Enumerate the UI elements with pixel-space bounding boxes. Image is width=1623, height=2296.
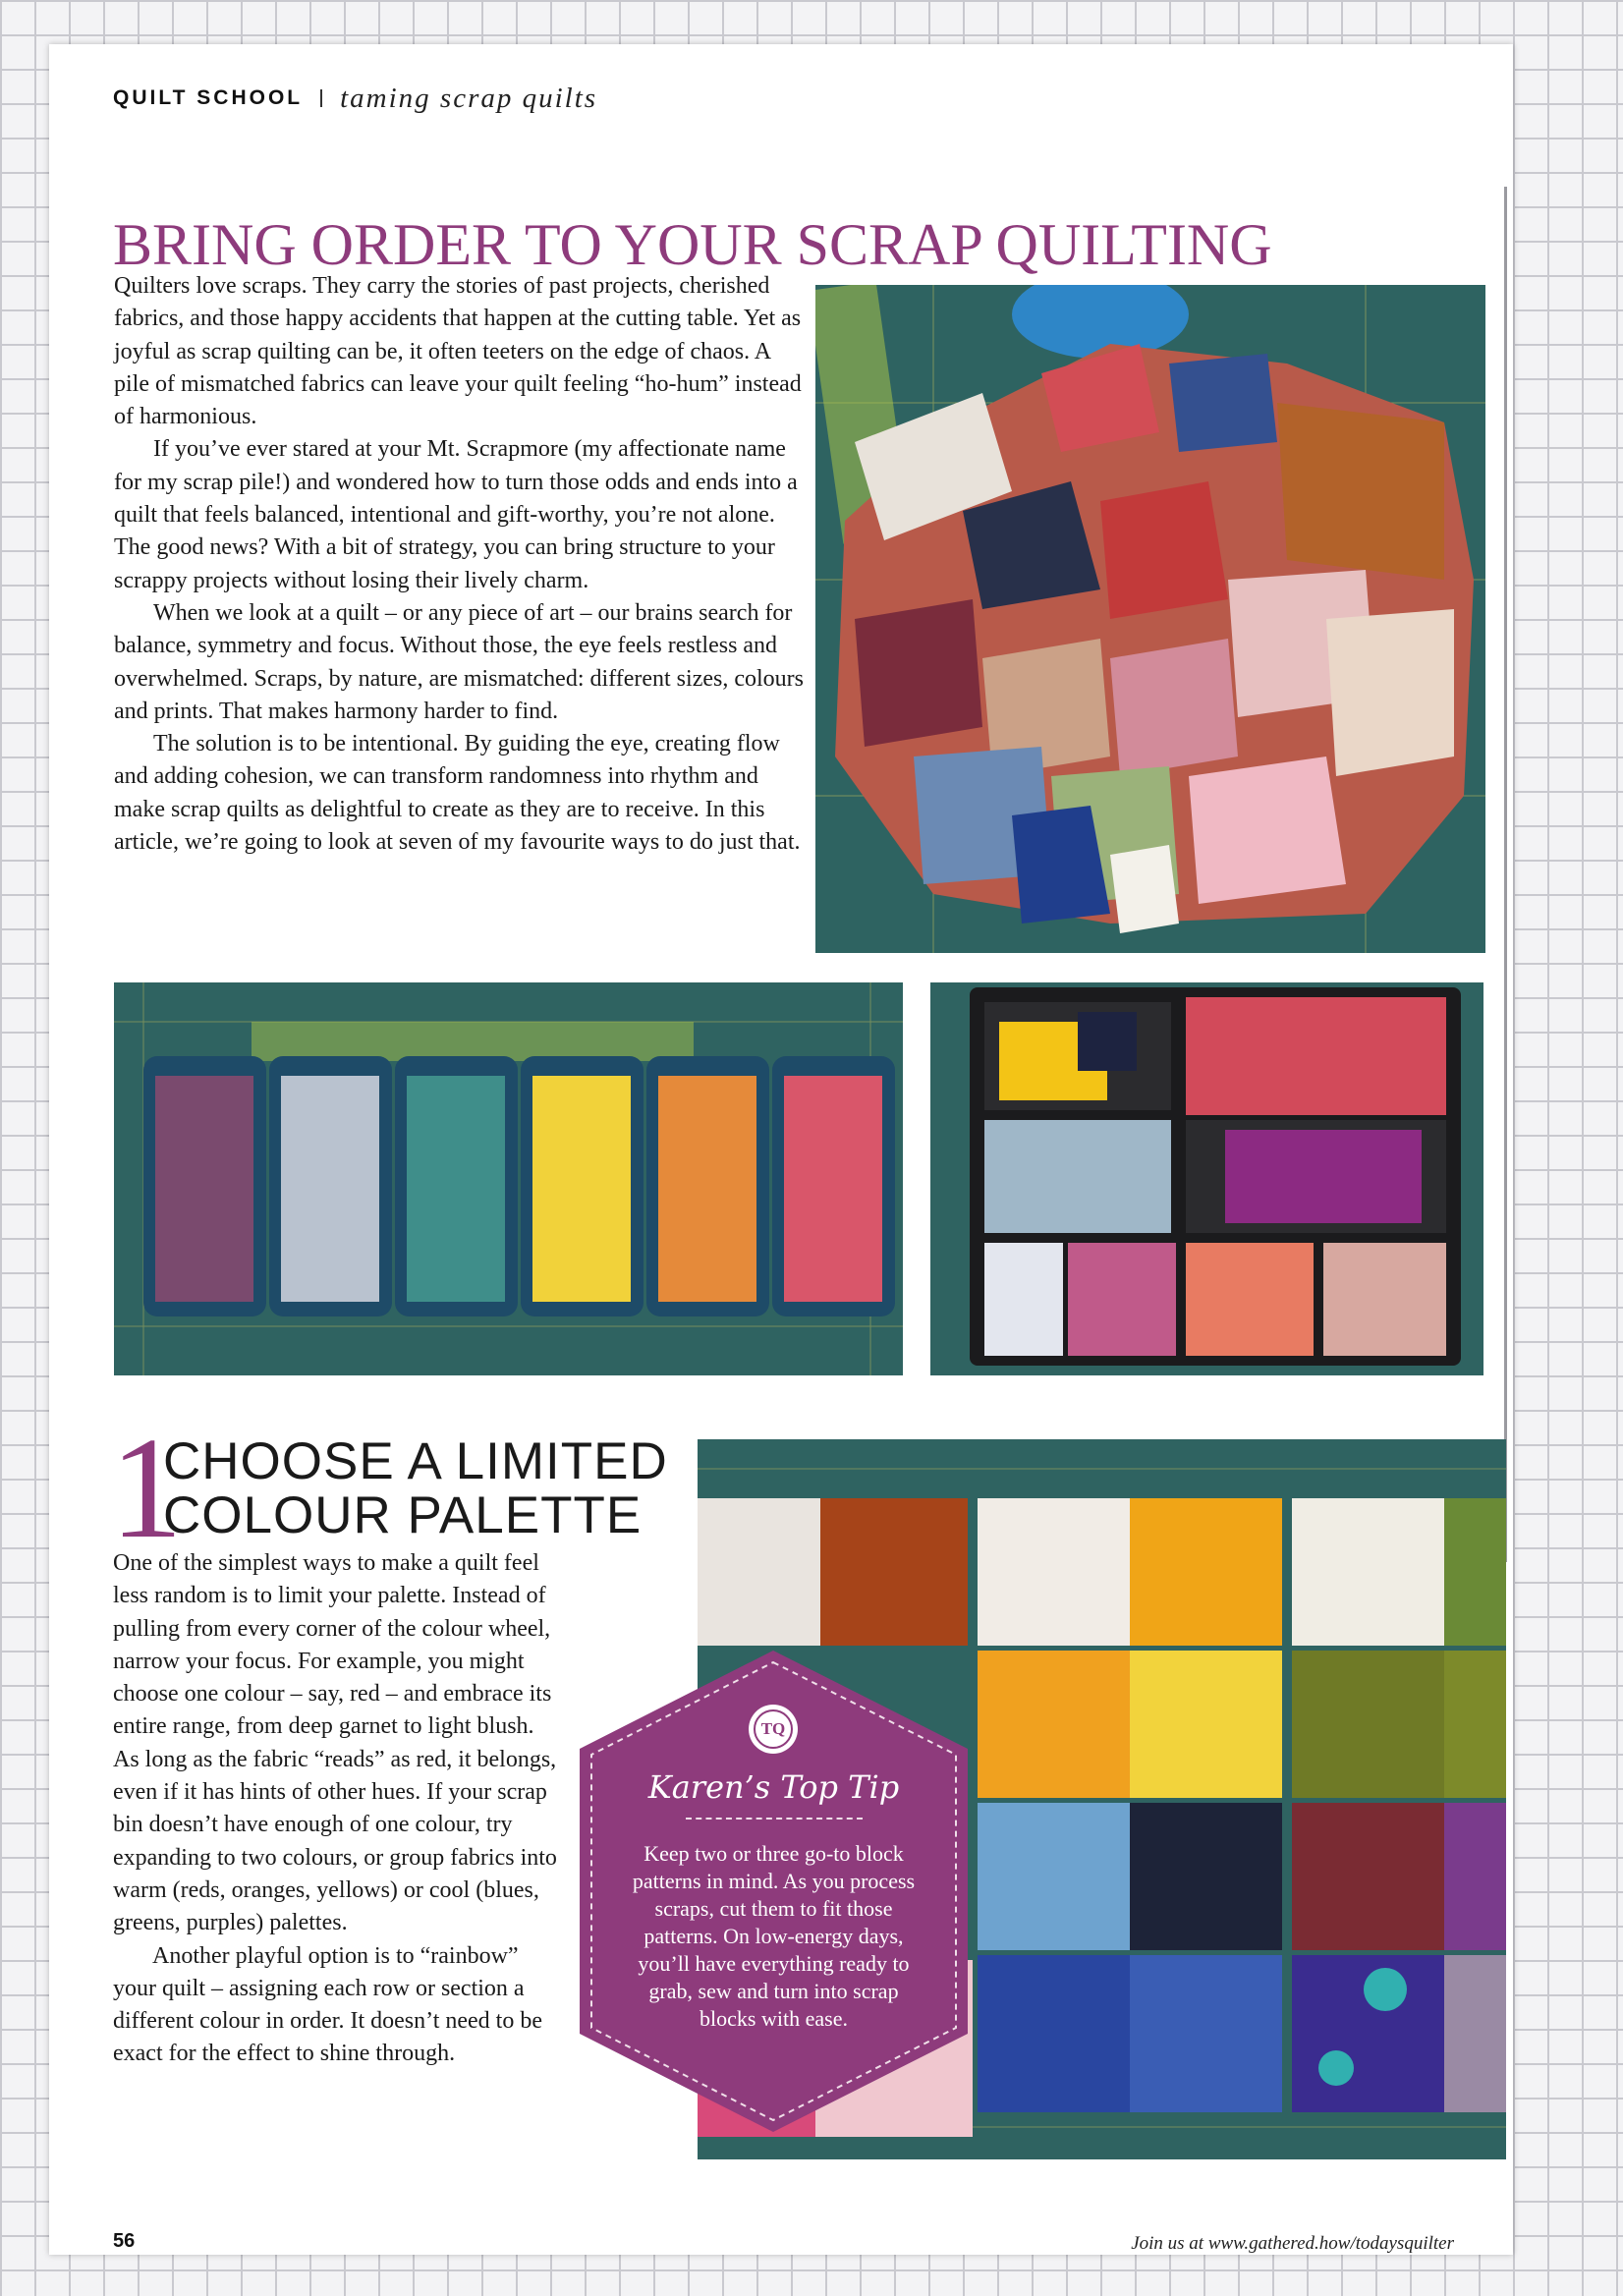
tq-logo-text: TQ [754,1709,793,1749]
section-title-line: CHOOSE A LIMITED [163,1432,668,1490]
header-separator [320,89,322,107]
column-rule [1504,187,1507,1562]
intro-paragraph: Quilters love scraps. They carry the stories of past projects, cherished fabrics, and those happy accidents that happen at the cutting table. Yet as joyful as scrap quilting can be, it often teeters on the edge of chaos. A pile of mismatched fabrics can leave your quilt feeling “ho-hum” instead of harmonious. [114,273,802,430]
tip-body: Keep two or three go-to block patterns in mind. As you process scraps, cut them to fit those patterns. On low-energy days, you’ll have everything ready to grab, sew and turn into scrap blocks with ease. [632,1841,916,2031]
intro-paragraph: When we look at a quilt – or any piece of art – our brains search for balance, symmetry and focus. Without those, the eye feels restless and overwhelmed. Scraps, by nature, are mismatched: different sizes, colours and prints. That makes harmony harder to find. [114,599,804,724]
scrap-pile-photo [815,285,1485,953]
section-title-line: COLOUR PALETTE [163,1486,643,1544]
section-subtitle: taming scrap quilts [340,82,598,114]
running-header [113,79,597,118]
intro-paragraph: The solution is to be intentional. By guiding the eye, creating flow and adding cohesion, we can transform randomness into rhythm and make scrap quilts as delightful to create as they are to receive. In this article, we’re going to look at seven of my favourite ways to do just that. [114,731,801,856]
intro-text [114,270,807,859]
section-paragraph: One of the simplest ways to make a quilt feel less random is to limit your palette. Instead of pulling from every corner of the colour wheel, narrow your focus. For example, you might choose one colour – say, red – and embrace its entire range, from deep garnet to light blush. As long as the fabric “reads” as red, it belongs, even if it has hints of other hues. If your scrap bin doesn’t have enough of one colour, try expanding to two colours, or group fabrics into warm (reds, oranges, yellows) or cool (blues, greens, purples) palettes. [113,1550,557,1936]
intro-paragraph: If you’ve ever stared at your Mt. Scrapmore (my affectionate name for my scrap pile!) and wondered how to turn those odds and ends into a quilt that feels balanced, intentional and gift-worthy, you’re not alone. The good news? With a bit of strategy, you can bring structure to your scrappy projects without losing their lively charm. [114,436,798,593]
section-1-heading [110,1408,668,1569]
tip-title: Karen’s Top Tip [647,1768,900,1806]
scrap-tray-photo [930,982,1483,1375]
top-tip-box [580,1651,968,2132]
magazine-page [49,44,1513,2255]
footer-link[interactable]: Join us at www.gathered.how/todaysquilter [1131,2233,1454,2254]
tq-logo [749,1705,798,1754]
section-label: QUILT SCHOOL [113,86,304,109]
section-paragraph: Another playful option is to “rainbow” your quilt – assigning each row or section a different colour in order. It doesn’t need to be exact for the effect to shine through. [113,1942,542,2067]
scrap-tubs-photo [114,982,903,1375]
section-1-text [113,1547,560,2071]
article-title: BRING ORDER TO YOUR SCRAP QUILTING [113,212,1272,277]
section-number: 1 [110,1408,183,1569]
page-number: 56 [113,2230,136,2252]
tip-divider [686,1818,863,1820]
